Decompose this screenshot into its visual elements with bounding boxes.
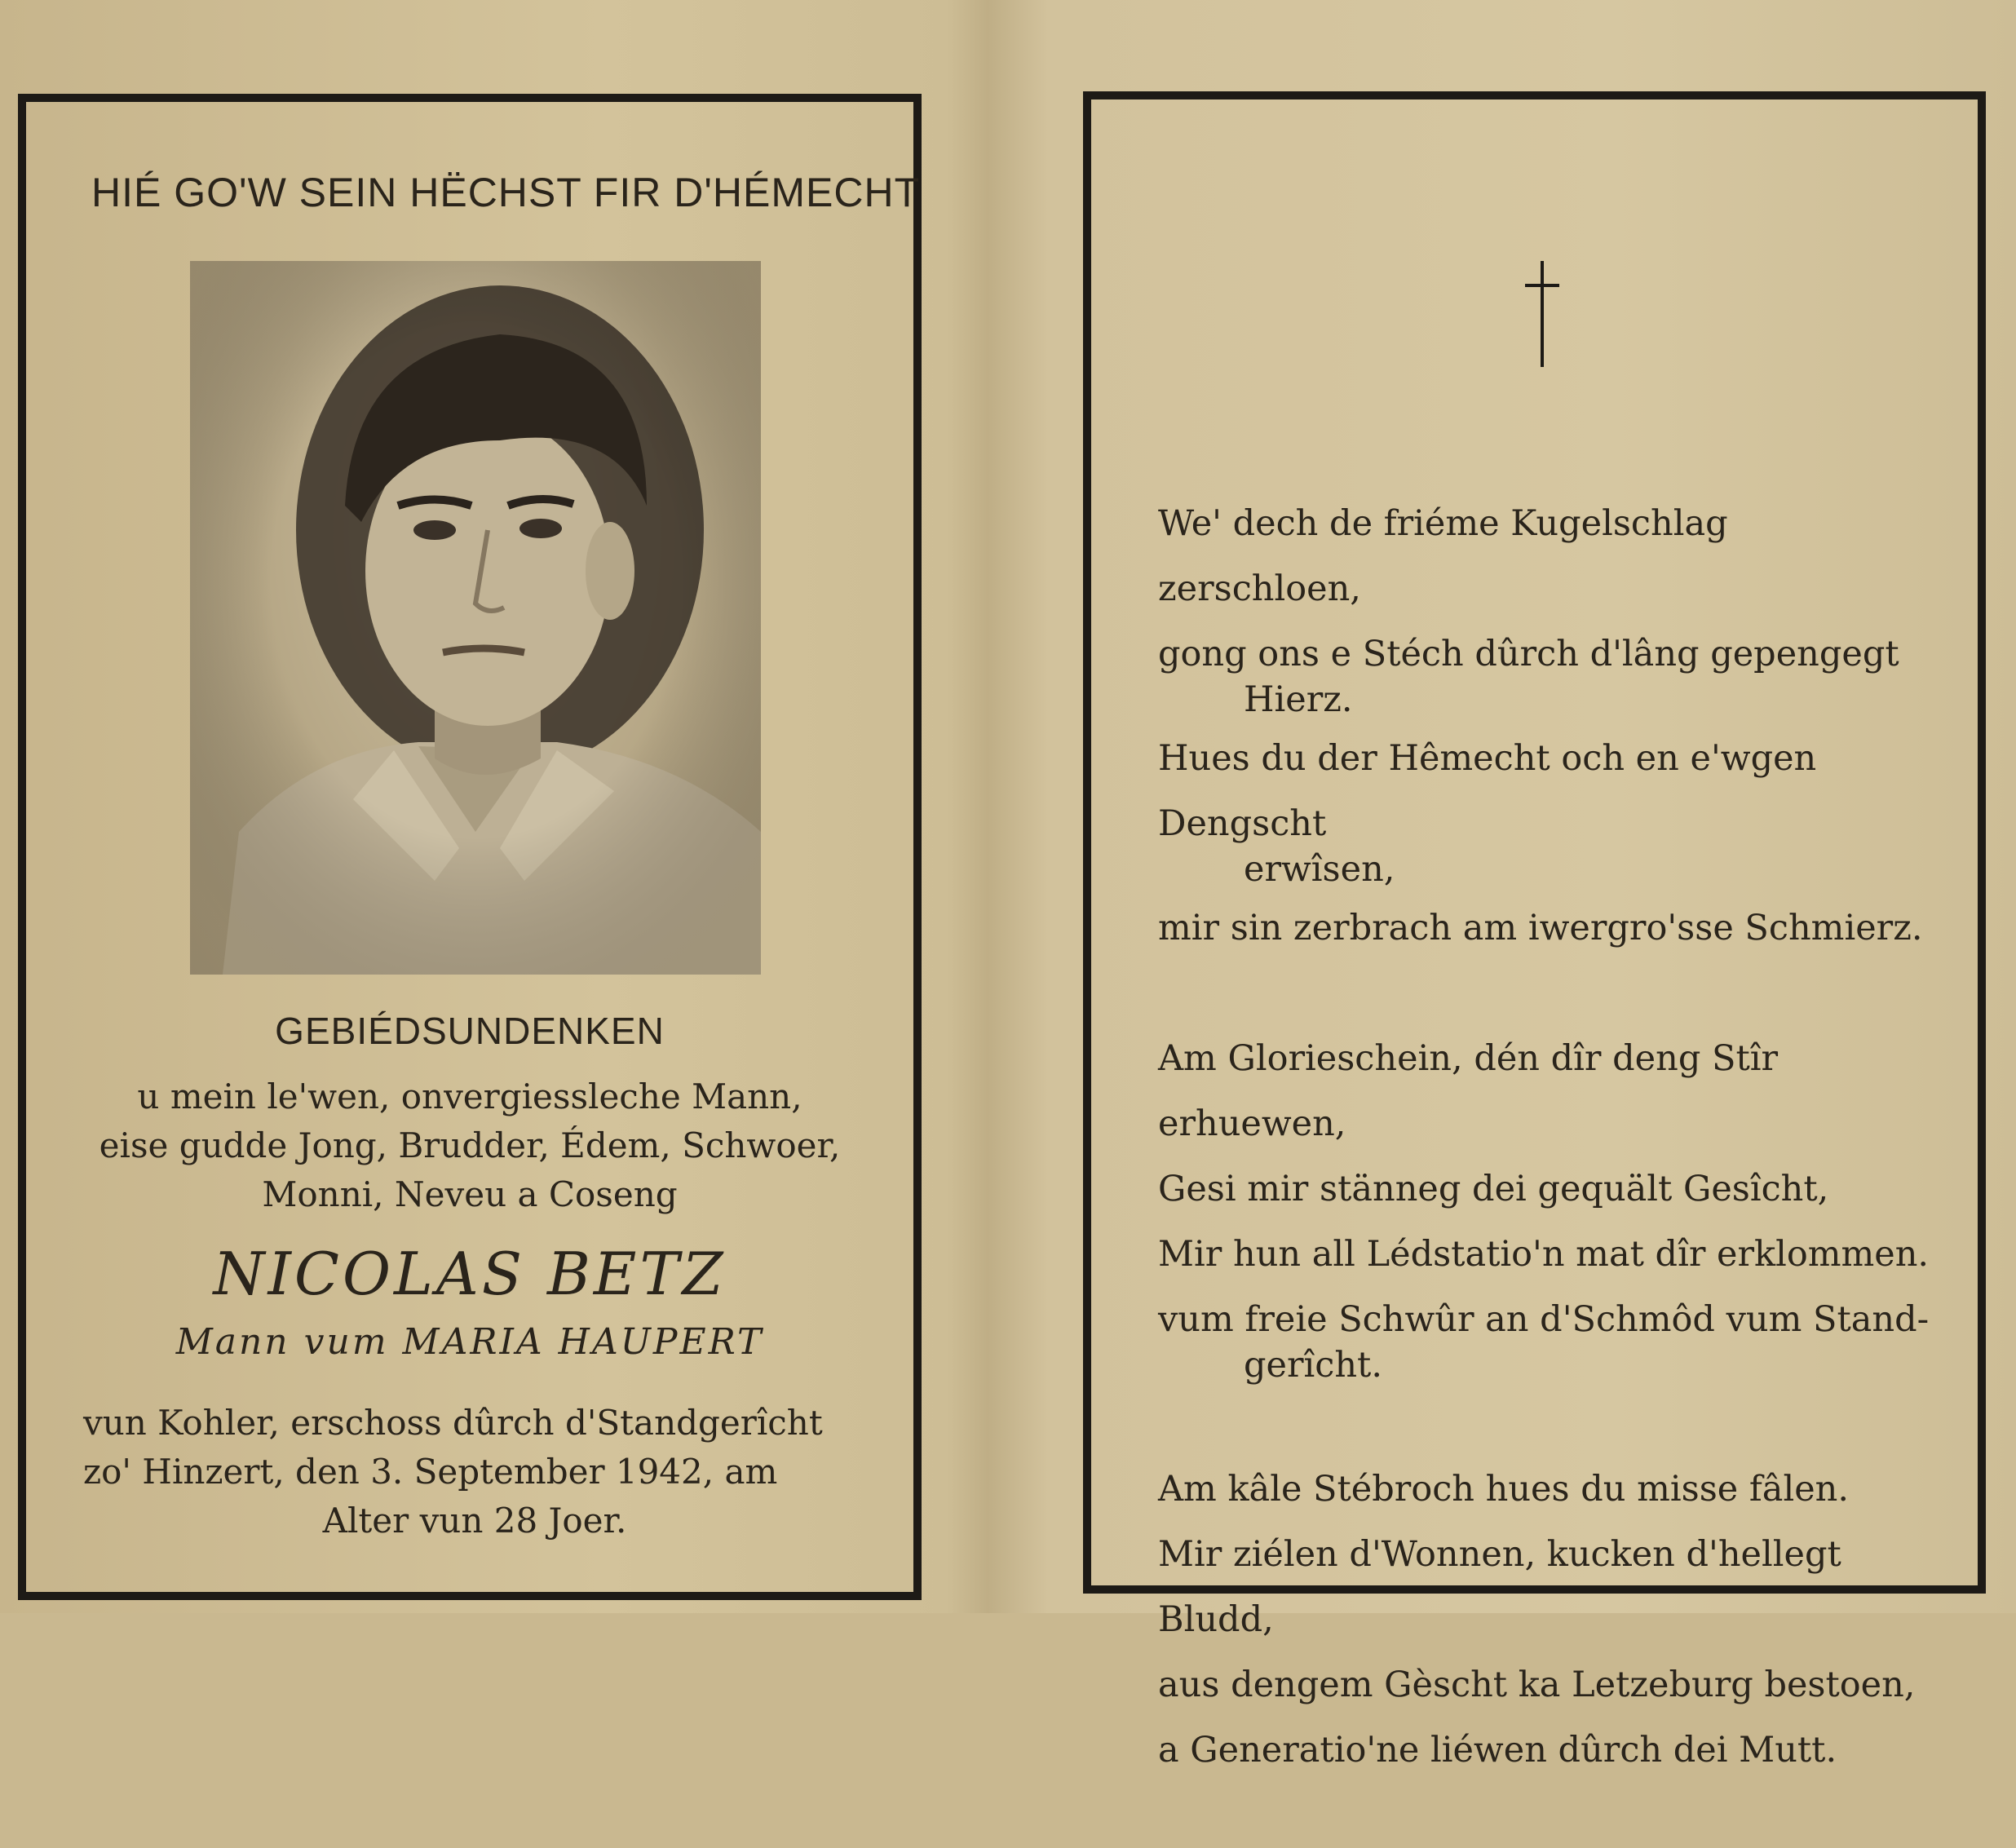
dedication-line: u mein le'wen, onvergiessleche Mann, <box>137 1077 802 1116</box>
dedication-line: Monni, Neveu a Coseng <box>262 1174 678 1214</box>
poem-line: aus dengem Gèscht ka Letzeburg bestoen, <box>1158 1665 1916 1705</box>
dedication-text <box>26 1072 913 1219</box>
poem-line: Mir hun all Lédstatio'n mat dîr erklommen. <box>1158 1234 1930 1275</box>
right-card <box>1083 91 1986 1771</box>
left-card <box>18 94 922 1600</box>
portrait-illustration <box>190 261 761 975</box>
prayer-card-title: GEBIÉDSUNDENKEN <box>275 1010 665 1052</box>
poem-line: erwîsen, <box>1244 849 1395 890</box>
poem-stanza <box>1158 491 1933 961</box>
poem-line: gong ons e Stéch dûrch d'lâng gepengegt <box>1158 634 1899 674</box>
deceased-name: NICOLAS BETZ <box>213 1240 727 1308</box>
poem-line: mir sin zerbrach am iwergro'sse Schmierz. <box>1158 908 1923 948</box>
death-line: zo' Hinzert, den 3. September 1942, am <box>83 1452 778 1492</box>
memorial-poem <box>1158 491 1933 1848</box>
poem-line: Hues du der Hêmecht och en e'wgen Dengscht <box>1158 738 1817 844</box>
poem-line: We' dech de friéme Kugelschlag zerschloen, <box>1158 503 1728 609</box>
death-details <box>83 1399 866 1545</box>
poem-line: Am Glorieschein, dén dîr deng Stîr erhuewen, <box>1158 1038 1779 1144</box>
poem-line: Hierz. <box>1244 679 1353 720</box>
death-line: vun Kohler, erschoss dûrch d'Standgerîcht <box>83 1403 823 1443</box>
poem-line: Mir ziélen d'Wonnen, kucken d'hellegt Bludd, <box>1158 1534 1841 1640</box>
poem-line: gerîcht. <box>1244 1345 1383 1386</box>
death-line: Alter vun 28 Joer. <box>322 1501 627 1541</box>
dedication-line: eise gudde Jong, Brudder, Édem, Schwoer, <box>99 1125 841 1165</box>
cross-icon <box>1522 261 1563 367</box>
spouse-line: Mann vum MARIA HAUPERT <box>175 1321 764 1363</box>
motto-heading: HIÉ GO'W SEIN HËCHST FIR D'HÉMECHT <box>91 170 921 215</box>
poem-line: vum freie Schwûr an d'Schmôd vum Stand- <box>1158 1299 1930 1340</box>
poem-line: Gesi mir stänneg dei gequält Gesîcht, <box>1158 1169 1829 1209</box>
portrait-photo <box>190 261 761 975</box>
poem-line: a Generatio'ne liéwen dûrch dei Mutt. <box>1158 1730 1837 1771</box>
poem-stanza <box>1158 1457 1933 1783</box>
poem-line: Am kâle Stébroch hues du misse fâlen. <box>1158 1469 1850 1510</box>
poem-stanza <box>1158 1026 1933 1391</box>
